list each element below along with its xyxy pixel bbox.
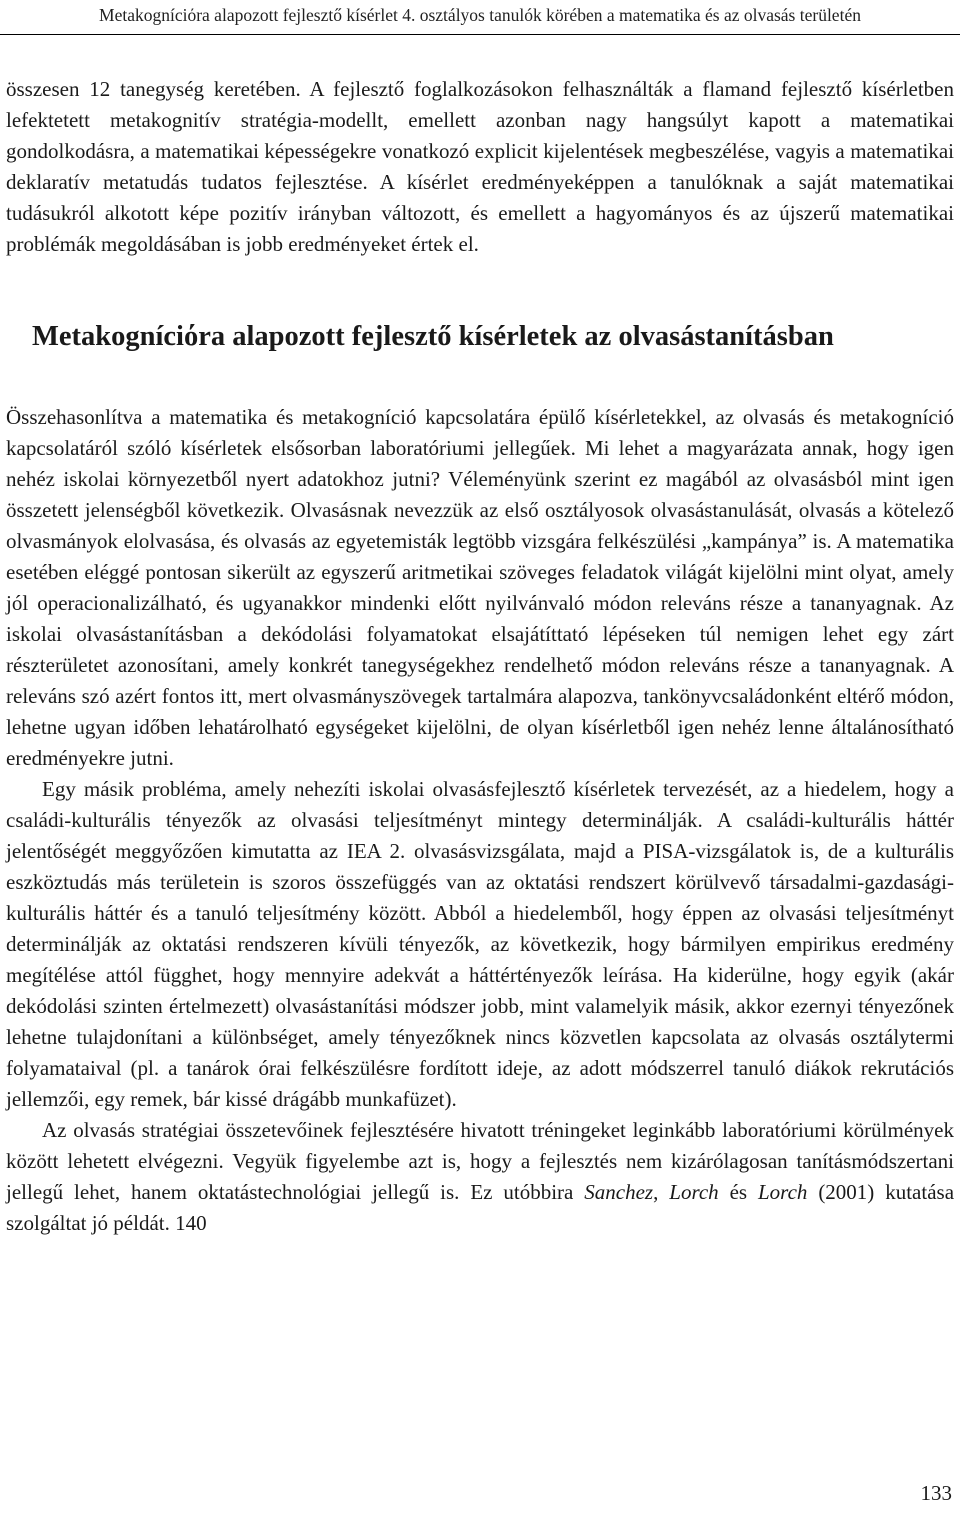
paragraph-4 [6,1115,954,1239]
paragraph-2: Összehasonlítva a matematika és metakogníció kapcsolatára épülő kísérletekkel, az olvasás és metakogníció kapcsolatáról szóló kísérletek elsősorban laboratóriumi jellegűek. Mi lehet a magyarázata annak, hogy igen nehéz iskolai környezetből nyert adatokhoz jutni? Véleményünk szerint ez magából az olvasásból mint igen összetett jelenségből következik. Olvasásnak nevezzük az első osztályosok olvasástanulását, olvasás a kötelező olvasmányok elolvasása, és olvasás az egyetemisták legtöbb vizsgára felkészülési „kampánya” is. A matematika esetében eléggé pontosan sikerült az egyszerű aritmetikai szöveges feladatok világát kijelölni mint olyat, amely jól operacionalizálható, és ugyanakkor mindenki előtt nyilvánvaló módon releváns része a tananyagnak. Az iskolai olvasástanításban a dekódolási folyamatokat elsajátíttató lépéseken túl nemigen lehet egy zárt részterületet azonosítani, amely konkrét tanegységekhez rendelhető módon releváns része a tananyagnak. A releváns szó azért fontos itt, mert olvasmányszövegek tartalmára alapozva, tankönyvcsaládonként eltérő módon, lehetne ugyan időben lehatárolható egységeket kijelölni, de olyan kísérletből igen nehéz lenne általánosítható eredményekre jutni. [6,405,954,770]
page-number: 133 [920,1481,952,1505]
paragraph-4-text-start: Az olvasás stratégiai összetevőinek fejlesztésére hivatott tréningeket leginkább laboratóriumi körülmények között lehetett elvégezni. Vegyük figyelembe azt is, hogy a fejlesztés nem kizárólagosan tanításmódszertani jellegű lehet, hanem oktatástechnológiai jellegű is. Ez utóbbira [6,1118,954,1204]
citation-author-lorch-2: Lorch [758,1180,808,1204]
paragraph-3: Egy másik probléma, amely nehezíti iskolai olvasásfejlesztő kísérletek tervezését, az a hiedelem, hogy a családi-kulturális tényezők az olvasási teljesítményt mintegy determinálják. A családi-kulturális háttér jelentőségét meggyőzően kimutatta az IEA 2. olvasásvizsgálata, majd a PISA-vizsgálatok is, de a kulturális eszköztudás más területein is szoros összefüggés van az oktatási rendszert körülvevő társadalmi-gazdasági-kulturális háttér és a tanuló teljesítmény között. Abból a hiedelemből, hogy éppen az olvasási teljesítményt determinálják az oktatási rendszeren kívüli tényezők, az következik, hogy bármilyen empirikus eredmény megítélése attól függhet, hogy mennyire adekvát a háttértényezők leírása. Ha kiderülne, hogy egyik (akár dekódolási szinten értelmezett) olvasástanítási módszer jobb, mint valamelyik másik, akkor ezernyi tényezőnek lehetne tulajdonítani a különbséget, amely tényezőknek nincs közvetlen kapcsolata az olvasás osztálytermi folyamataival (pl. a tanárok órai felkészülésre fordított ideje, az adott módszerrel tanuló diákok rekrutációs jellemzői, egy remek, bár kissé drágább munkafüzet). [6,777,954,1111]
citation-separator-2: és [718,1180,758,1204]
paragraph-4-text-end: (2001) kutatása szolgáltat jó példát. 140 [6,1180,955,1235]
citation-author-lorch-1: Lorch [669,1180,719,1204]
header-rule [0,34,960,35]
section-heading: Metakogníciόra alapozott fejlesztő kísérletek az olvasástanításban [32,321,834,352]
running-header: Metakogníciόra alapozott fejlesztő kísérlet 4. osztályos tanulók körében a matematika és az olvasás területén [99,5,861,25]
paragraph-1: összesen 12 tanegység keretében. A fejlesztő foglalkozásokon felhasználták a flamand fejlesztő kísérletben lefektetett metakognitív stratégia-modellt, emellett azonban nagy hangsúlyt kapott a matematikai gondolkodásra, a matematikai képességekre vonatkozó explicit kijelentések megbeszélése, vagyis a matematikai deklaratív metatudás tudatos fejlesztése. A kísérlet eredményeképpen a tanulóknak a saját matematikai tudásukról alkotott képe pozitív irányban változott, és emellett a hagyományos és az újszerű matematikai problémák megoldásában is jobb eredményeket értek el. [6,77,954,256]
citation-separator-1: , [653,1180,670,1204]
page-body [6,74,954,1239]
citation-author-sanchez: Sanchez [584,1180,654,1204]
